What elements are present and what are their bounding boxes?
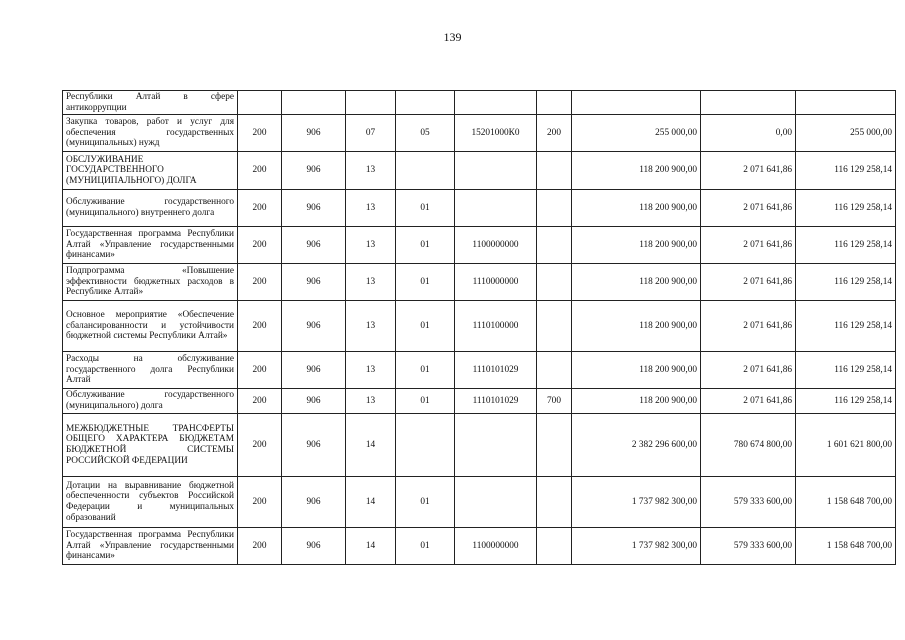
col-expense-type [537, 227, 572, 264]
row-name-cell: Государственная программа Республики Алтай «Управление государственными финансами» [63, 528, 238, 565]
col-expense-type [537, 414, 572, 477]
col-amount-plan: 118 200 900,00 [572, 264, 701, 301]
col-target-article: 1110101029 [455, 389, 537, 414]
col-subsection: 01 [396, 227, 455, 264]
col-amount-remaining: 116 129 258,14 [796, 190, 896, 227]
col-section: 13 [346, 264, 396, 301]
col-target-article: 1110101029 [455, 352, 537, 389]
col-section: 13 [346, 352, 396, 389]
table-row [63, 301, 896, 352]
row-name-cell: МЕЖБЮДЖЕТНЫЕ ТРАНСФЕРТЫ ОБЩЕГО ХАРАКТЕРА БЮДЖЕТАМ БЮДЖЕТНОЙ СИСТЕМЫ РОССИЙСКОЙ ФЕДЕРАЦИИ [63, 414, 238, 477]
page-number: 139 [443, 30, 462, 44]
col-target-article [455, 91, 537, 115]
col-code-1: 200 [238, 190, 282, 227]
col-amount-plan: 118 200 900,00 [572, 152, 701, 190]
col-code-2: 906 [282, 264, 346, 301]
col-subsection: 01 [396, 301, 455, 352]
col-subsection [396, 152, 455, 190]
col-amount-remaining: 116 129 258,14 [796, 264, 896, 301]
col-expense-type [537, 528, 572, 565]
col-section: 13 [346, 227, 396, 264]
col-target-article: 1110000000 [455, 264, 537, 301]
col-subsection: 05 [396, 115, 455, 152]
col-subsection: 01 [396, 477, 455, 528]
col-expense-type [537, 352, 572, 389]
col-amount-plan: 1 737 982 300,00 [572, 528, 701, 565]
col-amount-plan: 118 200 900,00 [572, 227, 701, 264]
col-amount-plan: 255 000,00 [572, 115, 701, 152]
col-expense-type [537, 264, 572, 301]
col-amount-plan: 118 200 900,00 [572, 389, 701, 414]
col-section: 13 [346, 190, 396, 227]
col-amount-executed: 2 071 641,86 [701, 264, 796, 301]
col-amount-plan: 118 200 900,00 [572, 301, 701, 352]
table-row [63, 389, 896, 414]
table-row [63, 477, 896, 528]
col-amount-plan: 118 200 900,00 [572, 352, 701, 389]
col-target-article: 15201000К0 [455, 115, 537, 152]
table-row [63, 115, 896, 152]
col-code-1: 200 [238, 414, 282, 477]
col-amount-remaining: 1 158 648 700,00 [796, 477, 896, 528]
col-amount-executed: 579 333 600,00 [701, 528, 796, 565]
col-amount-plan: 2 382 296 600,00 [572, 414, 701, 477]
row-name-cell: Подпрограмма «Повышение эффективности бюджетных расходов в Республике Алтай» [63, 264, 238, 301]
col-section: 14 [346, 528, 396, 565]
col-subsection: 01 [396, 389, 455, 414]
table-row [63, 414, 896, 477]
col-amount-executed: 780 674 800,00 [701, 414, 796, 477]
col-target-article [455, 152, 537, 190]
col-code-2: 906 [282, 115, 346, 152]
col-amount-remaining: 1 601 621 800,00 [796, 414, 896, 477]
row-name-cell: Обслуживание государственного (муниципального) долга [63, 389, 238, 414]
col-amount-remaining: 1 158 648 700,00 [796, 528, 896, 565]
col-subsection: 01 [396, 528, 455, 565]
col-expense-type: 700 [537, 389, 572, 414]
col-amount-executed: 2 071 641,86 [701, 152, 796, 190]
col-target-article: 1110100000 [455, 301, 537, 352]
col-code-1: 200 [238, 301, 282, 352]
col-amount-executed: 2 071 641,86 [701, 352, 796, 389]
col-amount-remaining: 116 129 258,14 [796, 301, 896, 352]
col-amount-remaining: 255 000,00 [796, 115, 896, 152]
col-amount-executed: 0,00 [701, 115, 796, 152]
col-section: 13 [346, 301, 396, 352]
col-code-1: 200 [238, 152, 282, 190]
col-amount-executed: 2 071 641,86 [701, 227, 796, 264]
col-section: 14 [346, 414, 396, 477]
col-code-2: 906 [282, 414, 346, 477]
row-name-cell: Республики Алтай в сфере антикоррупции [63, 91, 238, 115]
table-row [63, 227, 896, 264]
row-name-cell: Государственная программа Республики Алтай «Управление государственными финансами» [63, 227, 238, 264]
row-name-cell: Дотации на выравнивание бюджетной обеспеченности субъектов Российской Федерации и муниципальных образований [63, 477, 238, 528]
col-code-2: 906 [282, 152, 346, 190]
row-name-cell: Обслуживание государственного (муниципального) внутреннего долга [63, 190, 238, 227]
col-code-2: 906 [282, 352, 346, 389]
table-row [63, 352, 896, 389]
col-code-1: 200 [238, 264, 282, 301]
col-target-article [455, 414, 537, 477]
col-subsection [396, 91, 455, 115]
col-section: 13 [346, 389, 396, 414]
col-section [346, 91, 396, 115]
col-expense-type [537, 477, 572, 528]
col-expense-type [537, 152, 572, 190]
col-amount-remaining: 116 129 258,14 [796, 227, 896, 264]
row-name-cell: Расходы на обслуживание государственного долга Республики Алтай [63, 352, 238, 389]
col-section: 14 [346, 477, 396, 528]
col-expense-type [537, 301, 572, 352]
col-code-2: 906 [282, 301, 346, 352]
col-code-1 [238, 91, 282, 115]
col-amount-remaining: 116 129 258,14 [796, 389, 896, 414]
col-target-article [455, 190, 537, 227]
col-code-2: 906 [282, 227, 346, 264]
col-target-article: 1100000000 [455, 528, 537, 565]
table-row [63, 91, 896, 115]
col-subsection: 01 [396, 352, 455, 389]
col-subsection: 01 [396, 264, 455, 301]
col-code-2 [282, 91, 346, 115]
row-name-cell: Закупка товаров, работ и услуг для обеспечения государственных (муниципальных) нужд [63, 115, 238, 152]
col-code-1: 200 [238, 389, 282, 414]
col-amount-executed: 2 071 641,86 [701, 190, 796, 227]
table-row [63, 528, 896, 565]
col-expense-type [537, 190, 572, 227]
col-code-1: 200 [238, 528, 282, 565]
col-amount-executed [701, 91, 796, 115]
row-name-cell: ОБСЛУЖИВАНИЕ ГОСУДАРСТВЕННОГО (МУНИЦИПАЛЬНОГО) ДОЛГА [63, 152, 238, 190]
col-code-1: 200 [238, 352, 282, 389]
col-amount-remaining [796, 91, 896, 115]
col-code-1: 200 [238, 477, 282, 528]
col-amount-executed: 2 071 641,86 [701, 389, 796, 414]
col-expense-type [537, 91, 572, 115]
col-code-1: 200 [238, 227, 282, 264]
col-amount-remaining: 116 129 258,14 [796, 352, 896, 389]
col-section: 07 [346, 115, 396, 152]
col-target-article: 1100000000 [455, 227, 537, 264]
table-row [63, 152, 896, 190]
col-subsection [396, 414, 455, 477]
col-section: 13 [346, 152, 396, 190]
col-code-2: 906 [282, 190, 346, 227]
col-amount-remaining: 116 129 258,14 [796, 152, 896, 190]
col-code-2: 906 [282, 477, 346, 528]
table-row [63, 190, 896, 227]
budget-table [62, 90, 896, 565]
col-amount-plan [572, 91, 701, 115]
table-row [63, 264, 896, 301]
col-code-1: 200 [238, 115, 282, 152]
row-name-cell: Основное мероприятие «Обеспечение сбалансированности и устойчивости бюджетной системы Республики Алтай» [63, 301, 238, 352]
col-amount-executed: 579 333 600,00 [701, 477, 796, 528]
col-amount-plan: 118 200 900,00 [572, 190, 701, 227]
col-expense-type: 200 [537, 115, 572, 152]
col-code-2: 906 [282, 528, 346, 565]
col-amount-executed: 2 071 641,86 [701, 301, 796, 352]
col-code-2: 906 [282, 389, 346, 414]
col-target-article [455, 477, 537, 528]
col-amount-plan: 1 737 982 300,00 [572, 477, 701, 528]
col-subsection: 01 [396, 190, 455, 227]
